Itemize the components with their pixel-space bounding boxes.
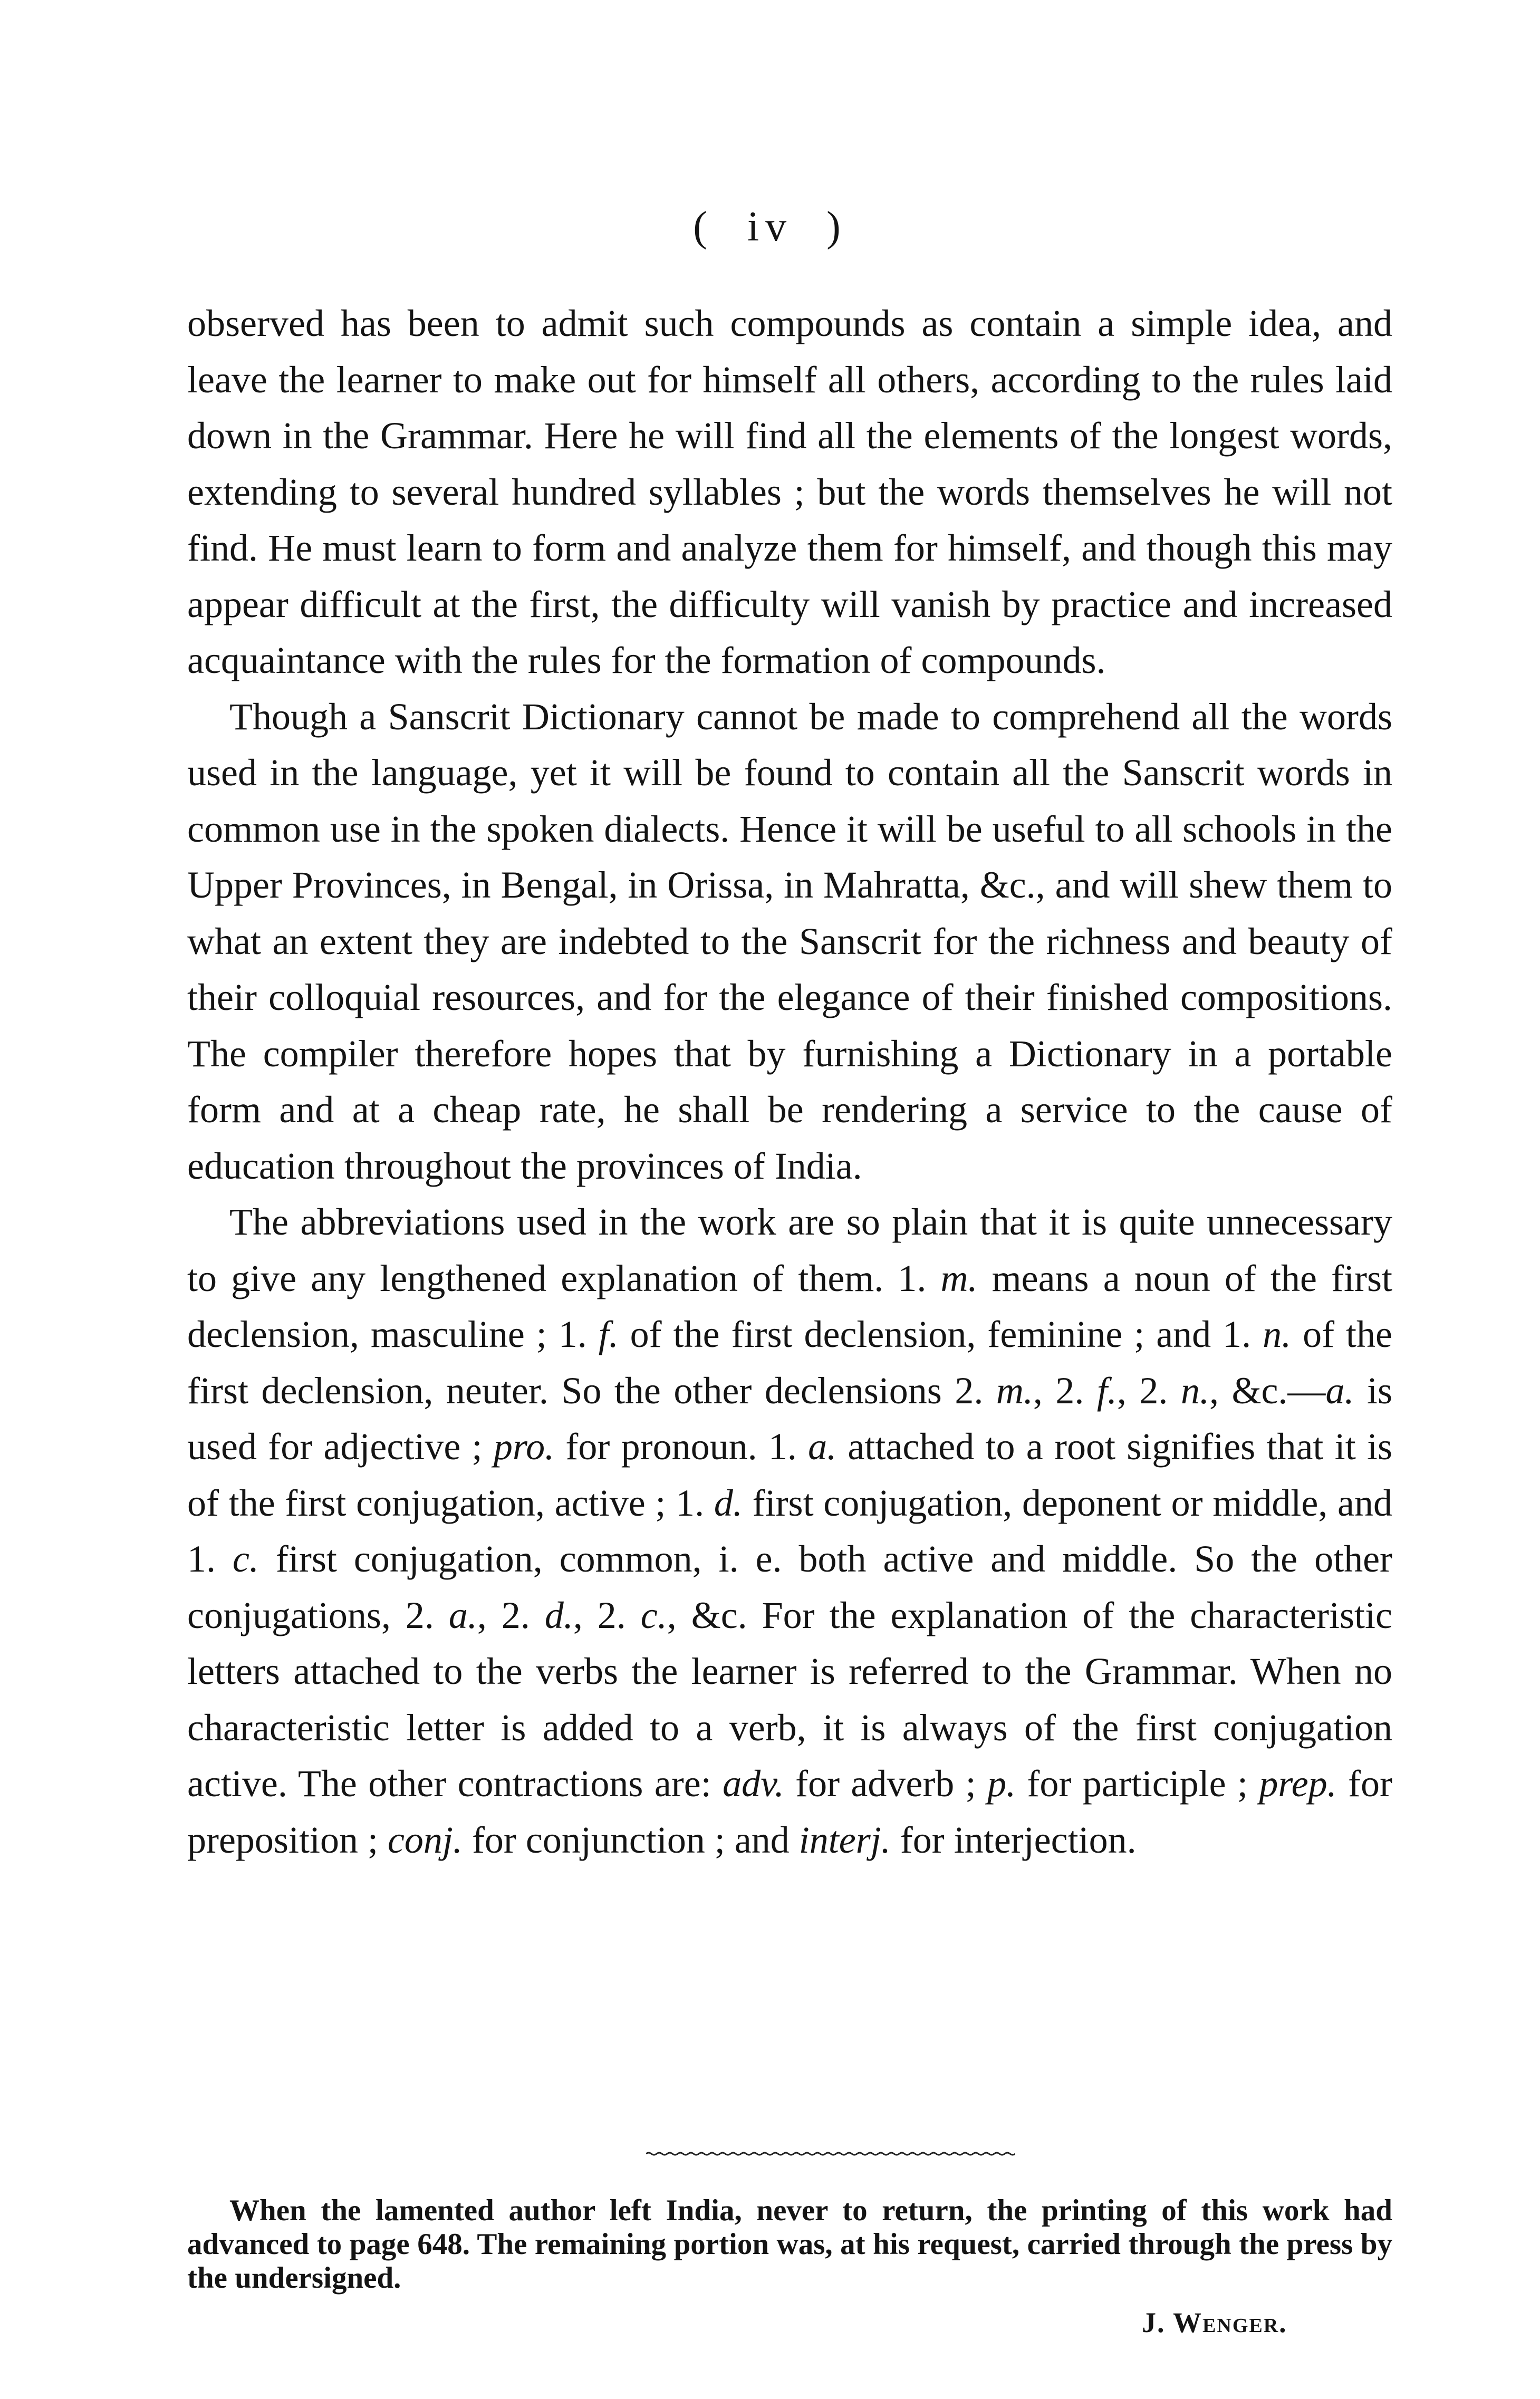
- italic-term: c.: [232, 1538, 259, 1580]
- paragraph-compounds: observed has been to admit such compounds as contain a simple idea, and leave the learner to make out for himself all others, according to the rules laid down in the Grammar. Here he will find all the elements of the longest words, extending to several hundred syllables ; but the words themselves he will not find. He must learn to form and analyze them for himself, and though this may appear difficult at the first, the difficulty will vanish by practice and increased acquaintance with the rules for the formation of compounds.: [187, 302, 1392, 681]
- text-run: , 2.: [1033, 1369, 1097, 1412]
- italic-term: p.: [987, 1762, 1016, 1805]
- text-run: attached to a root signifies that it is of the first conjugation, active ; 1.: [187, 1425, 1392, 1524]
- editor-signature: J. Wenger.: [1142, 2307, 1287, 2338]
- text-run: , 2.: [1116, 1369, 1181, 1412]
- text-run: for adverb ;: [784, 1762, 988, 1805]
- italic-term: a.: [448, 1594, 477, 1636]
- italic-term: interj.: [798, 1818, 891, 1861]
- italic-term: d.: [714, 1481, 743, 1524]
- text-run: , 2.: [573, 1594, 641, 1636]
- italic-term: m.: [996, 1369, 1033, 1412]
- italic-term: n.: [1263, 1313, 1292, 1355]
- text-run: is used for adjective ;: [187, 1369, 1392, 1468]
- text-run: , &c. For the explanation of the characteristic letters attached to the verbs the learner is referred to the Grammar. When no characteristic letter is added to a verb, it is always of the first conjugation active. The other contractions are:: [187, 1594, 1392, 1805]
- text-run: of the first declension, neuter. So the other declensions 2.: [187, 1313, 1393, 1412]
- paragraph-abbreviations: [187, 1194, 1392, 1868]
- text-run: first conjugation, deponent or middle, and 1.: [187, 1481, 1392, 1580]
- italic-term: n.: [1180, 1369, 1209, 1412]
- text-run: , 2.: [477, 1594, 545, 1636]
- text-run: , &c.—: [1209, 1369, 1326, 1412]
- text-run: for conjunction ; and: [462, 1818, 799, 1861]
- text-run: for participle ;: [1016, 1762, 1259, 1805]
- italic-term: conj.: [387, 1818, 463, 1861]
- main-text: [187, 295, 1392, 1868]
- italic-term: prep.: [1259, 1762, 1337, 1805]
- wavy-divider-icon: [646, 2148, 1015, 2160]
- italic-term: a.: [1325, 1369, 1354, 1412]
- text-run: first conjugation, common, i. e. both active and middle. So the other conjugations, 2.: [187, 1538, 1393, 1636]
- italic-term: f.: [1096, 1369, 1117, 1412]
- text-run: for preposition ;: [187, 1762, 1393, 1861]
- text-run: The abbreviations used in the work are so plain that it is quite unnecessary to give any lengthened explanation of them. 1.: [187, 1201, 1392, 1299]
- italic-term: pro.: [493, 1425, 555, 1468]
- editor-note: When the lamented author left India, never to return, the printing of this work had advanced to page 648. The remaining portion was, at his request, carried through the press by the undersigned.: [187, 2194, 1392, 2295]
- italic-term: c.: [640, 1594, 667, 1636]
- text-run: for pronoun. 1.: [554, 1425, 808, 1468]
- paragraph-dictionary-use: Though a Sanscrit Dictionary cannot be made to comprehend all the words used in the language, yet it will be found to contain all the Sanscrit words in common use in the spoken dialects. Hence it will be useful to all schools in the Upper Provinces, in Bengal, in Orissa, in Mahratta, &c., and will shew them to what an extent they are indebted to the Sanscrit for the richness and beauty of their colloquial resources, and for the elegance of their finished compositions. The compiler therefore hopes that by furnishing a Dictionary in a portable form and at a cheap rate, he shall be rendering a service to the cause of education throughout the provinces of India.: [187, 695, 1392, 1187]
- italic-term: adv.: [723, 1762, 784, 1805]
- italic-term: d.: [544, 1594, 573, 1636]
- text-run: means a noun of the first declension, masculine ; 1.: [187, 1257, 1393, 1355]
- text-run: of the first declension, feminine ; and 1.: [618, 1313, 1263, 1355]
- text-run: for interjection.: [890, 1818, 1137, 1861]
- italic-term: m.: [940, 1257, 978, 1299]
- page-number: ( iv ): [693, 204, 847, 250]
- italic-term: a.: [808, 1425, 837, 1468]
- italic-term: f.: [598, 1313, 619, 1355]
